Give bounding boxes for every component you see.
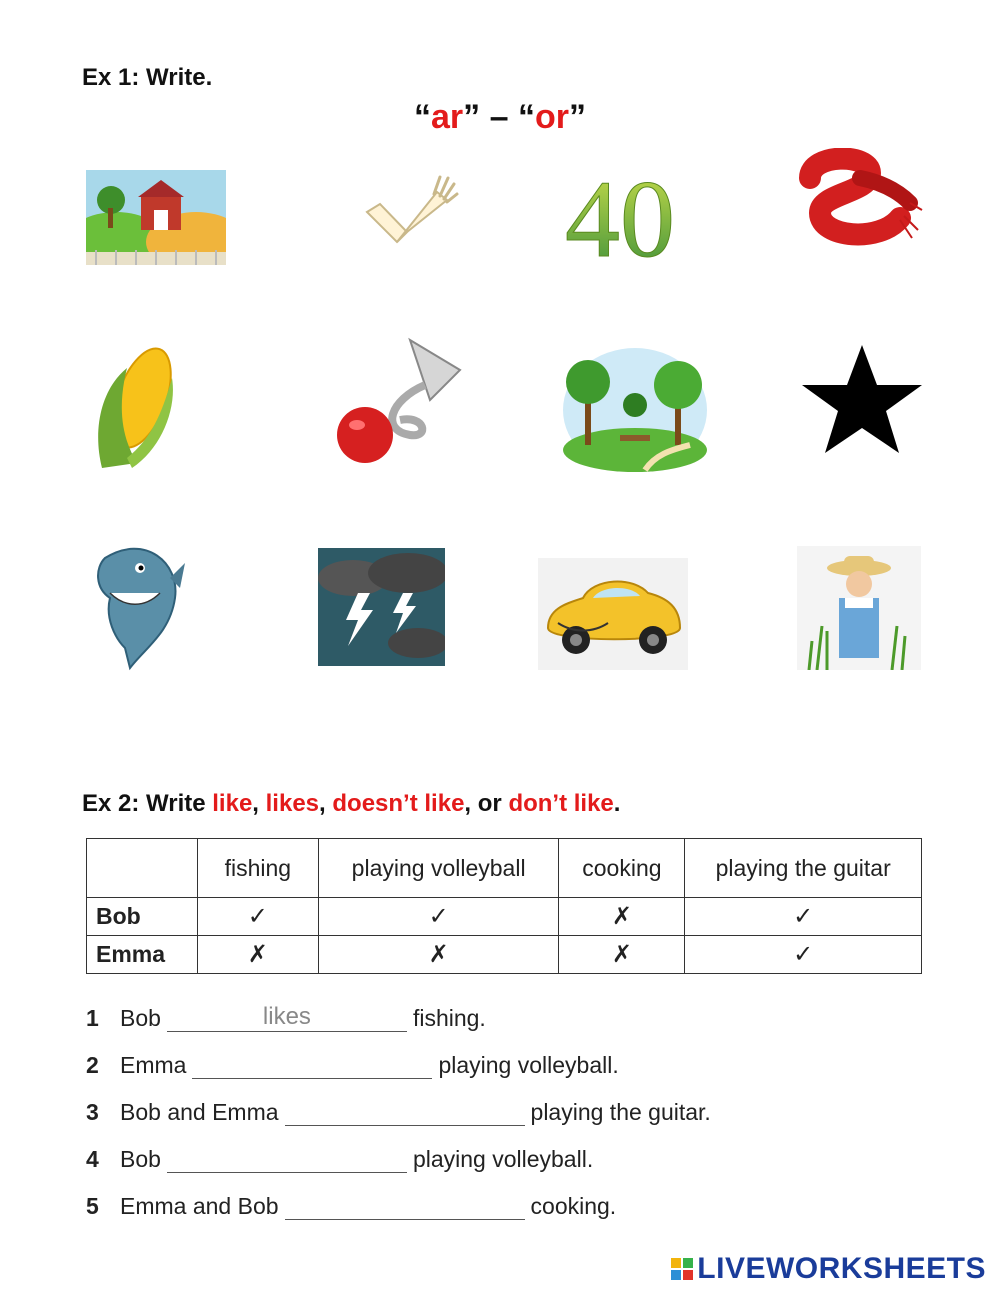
brand-square — [671, 1258, 681, 1268]
quote: ” — [568, 98, 586, 136]
brand-square — [683, 1258, 693, 1268]
answer-input[interactable] — [167, 1003, 407, 1031]
sentence-1 — [86, 1000, 486, 1032]
word-likes: likes — [265, 790, 320, 817]
word-like: like — [212, 790, 253, 817]
separator: , or — [464, 790, 509, 817]
sentence-before: Bob and Emma — [120, 1099, 279, 1125]
brand-logo — [671, 1252, 986, 1286]
farmer-icon — [797, 546, 921, 670]
answer-input[interactable] — [285, 1097, 525, 1125]
sentence-number: 5 — [86, 1193, 99, 1219]
sentence-2 — [86, 1047, 619, 1079]
sentence-before: Emma — [120, 1052, 187, 1078]
quote: “ — [414, 98, 432, 136]
word-dont-like: don’t like — [508, 790, 614, 817]
sentence-3 — [86, 1094, 711, 1126]
brand-square — [683, 1270, 693, 1280]
separator: , — [319, 790, 333, 817]
forty-icon — [545, 160, 695, 265]
sentence-before: Bob — [120, 1146, 161, 1172]
ex1-subtitle — [0, 98, 1000, 137]
table-header-row — [87, 839, 922, 898]
answer-input[interactable] — [285, 1191, 525, 1219]
sentence-before: Bob — [120, 1005, 161, 1031]
mark-cell: ✗ — [197, 936, 318, 974]
mark-cell: ✗ — [559, 936, 685, 974]
sentence-number: 1 — [86, 1005, 99, 1031]
star-icon — [800, 343, 925, 455]
sentence-after: cooking. — [530, 1193, 617, 1219]
period: . — [613, 790, 621, 817]
park-icon — [560, 340, 710, 475]
ex1-title: Ex 1: Write. — [82, 64, 213, 91]
sentence-after: fishing. — [412, 1005, 486, 1031]
brand-icon — [671, 1258, 693, 1280]
brand-square — [671, 1270, 681, 1280]
car-icon — [538, 558, 688, 670]
likes-table — [86, 838, 922, 974]
row-name: Emma — [87, 936, 198, 974]
scarf-icon — [790, 148, 925, 263]
sentence-number: 3 — [86, 1099, 99, 1125]
mark-cell: ✗ — [318, 936, 559, 974]
mark-cell: ✓ — [685, 898, 922, 936]
quote-dash: ” – “ — [463, 98, 535, 136]
answer-input[interactable] — [192, 1050, 432, 1078]
answer-blank[interactable] — [167, 1003, 407, 1032]
header-cell: playing the guitar — [685, 839, 922, 898]
answer-input[interactable] — [167, 1144, 407, 1172]
horn-icon — [330, 330, 465, 470]
sentence-5 — [86, 1188, 616, 1220]
table-row — [87, 936, 922, 974]
answer-blank[interactable] — [167, 1144, 407, 1173]
separator: , — [252, 790, 266, 817]
farm-icon — [86, 170, 226, 265]
corn-icon — [82, 338, 192, 473]
header-cell: fishing — [197, 839, 318, 898]
mark-cell: ✓ — [197, 898, 318, 936]
mark-cell: ✓ — [685, 936, 922, 974]
header-cell: cooking — [559, 839, 685, 898]
mark-cell: ✓ — [318, 898, 559, 936]
ex2-title — [82, 790, 620, 818]
svg-text:40: 40 — [565, 160, 675, 265]
header-cell — [87, 839, 198, 898]
sentence-number: 4 — [86, 1146, 99, 1172]
row-name: Bob — [87, 898, 198, 936]
answer-blank[interactable] — [285, 1191, 525, 1220]
header-cell: playing volleyball — [318, 839, 559, 898]
word-doesnt-like: doesn’t like — [332, 790, 465, 817]
sentence-after: playing volleyball. — [438, 1052, 619, 1078]
sentence-number: 2 — [86, 1052, 99, 1078]
table-row — [87, 898, 922, 936]
answer-blank[interactable] — [285, 1097, 525, 1126]
mark-cell: ✗ — [559, 898, 685, 936]
storm-icon — [318, 548, 445, 666]
shark-icon — [85, 538, 190, 673]
sentence-4 — [86, 1141, 593, 1173]
arm-icon — [362, 172, 462, 252]
answer-blank[interactable] — [192, 1050, 432, 1079]
sentence-before: Emma and Bob — [120, 1193, 279, 1219]
sentence-after: playing volleyball. — [412, 1146, 594, 1172]
sentence-after: playing the guitar. — [530, 1099, 711, 1125]
ar-text: ar — [431, 98, 464, 136]
title-text: Ex 2: Write — [82, 790, 213, 817]
or-text: or — [534, 98, 569, 136]
brand-name: LIVEWORKSHEETS — [697, 1252, 986, 1285]
